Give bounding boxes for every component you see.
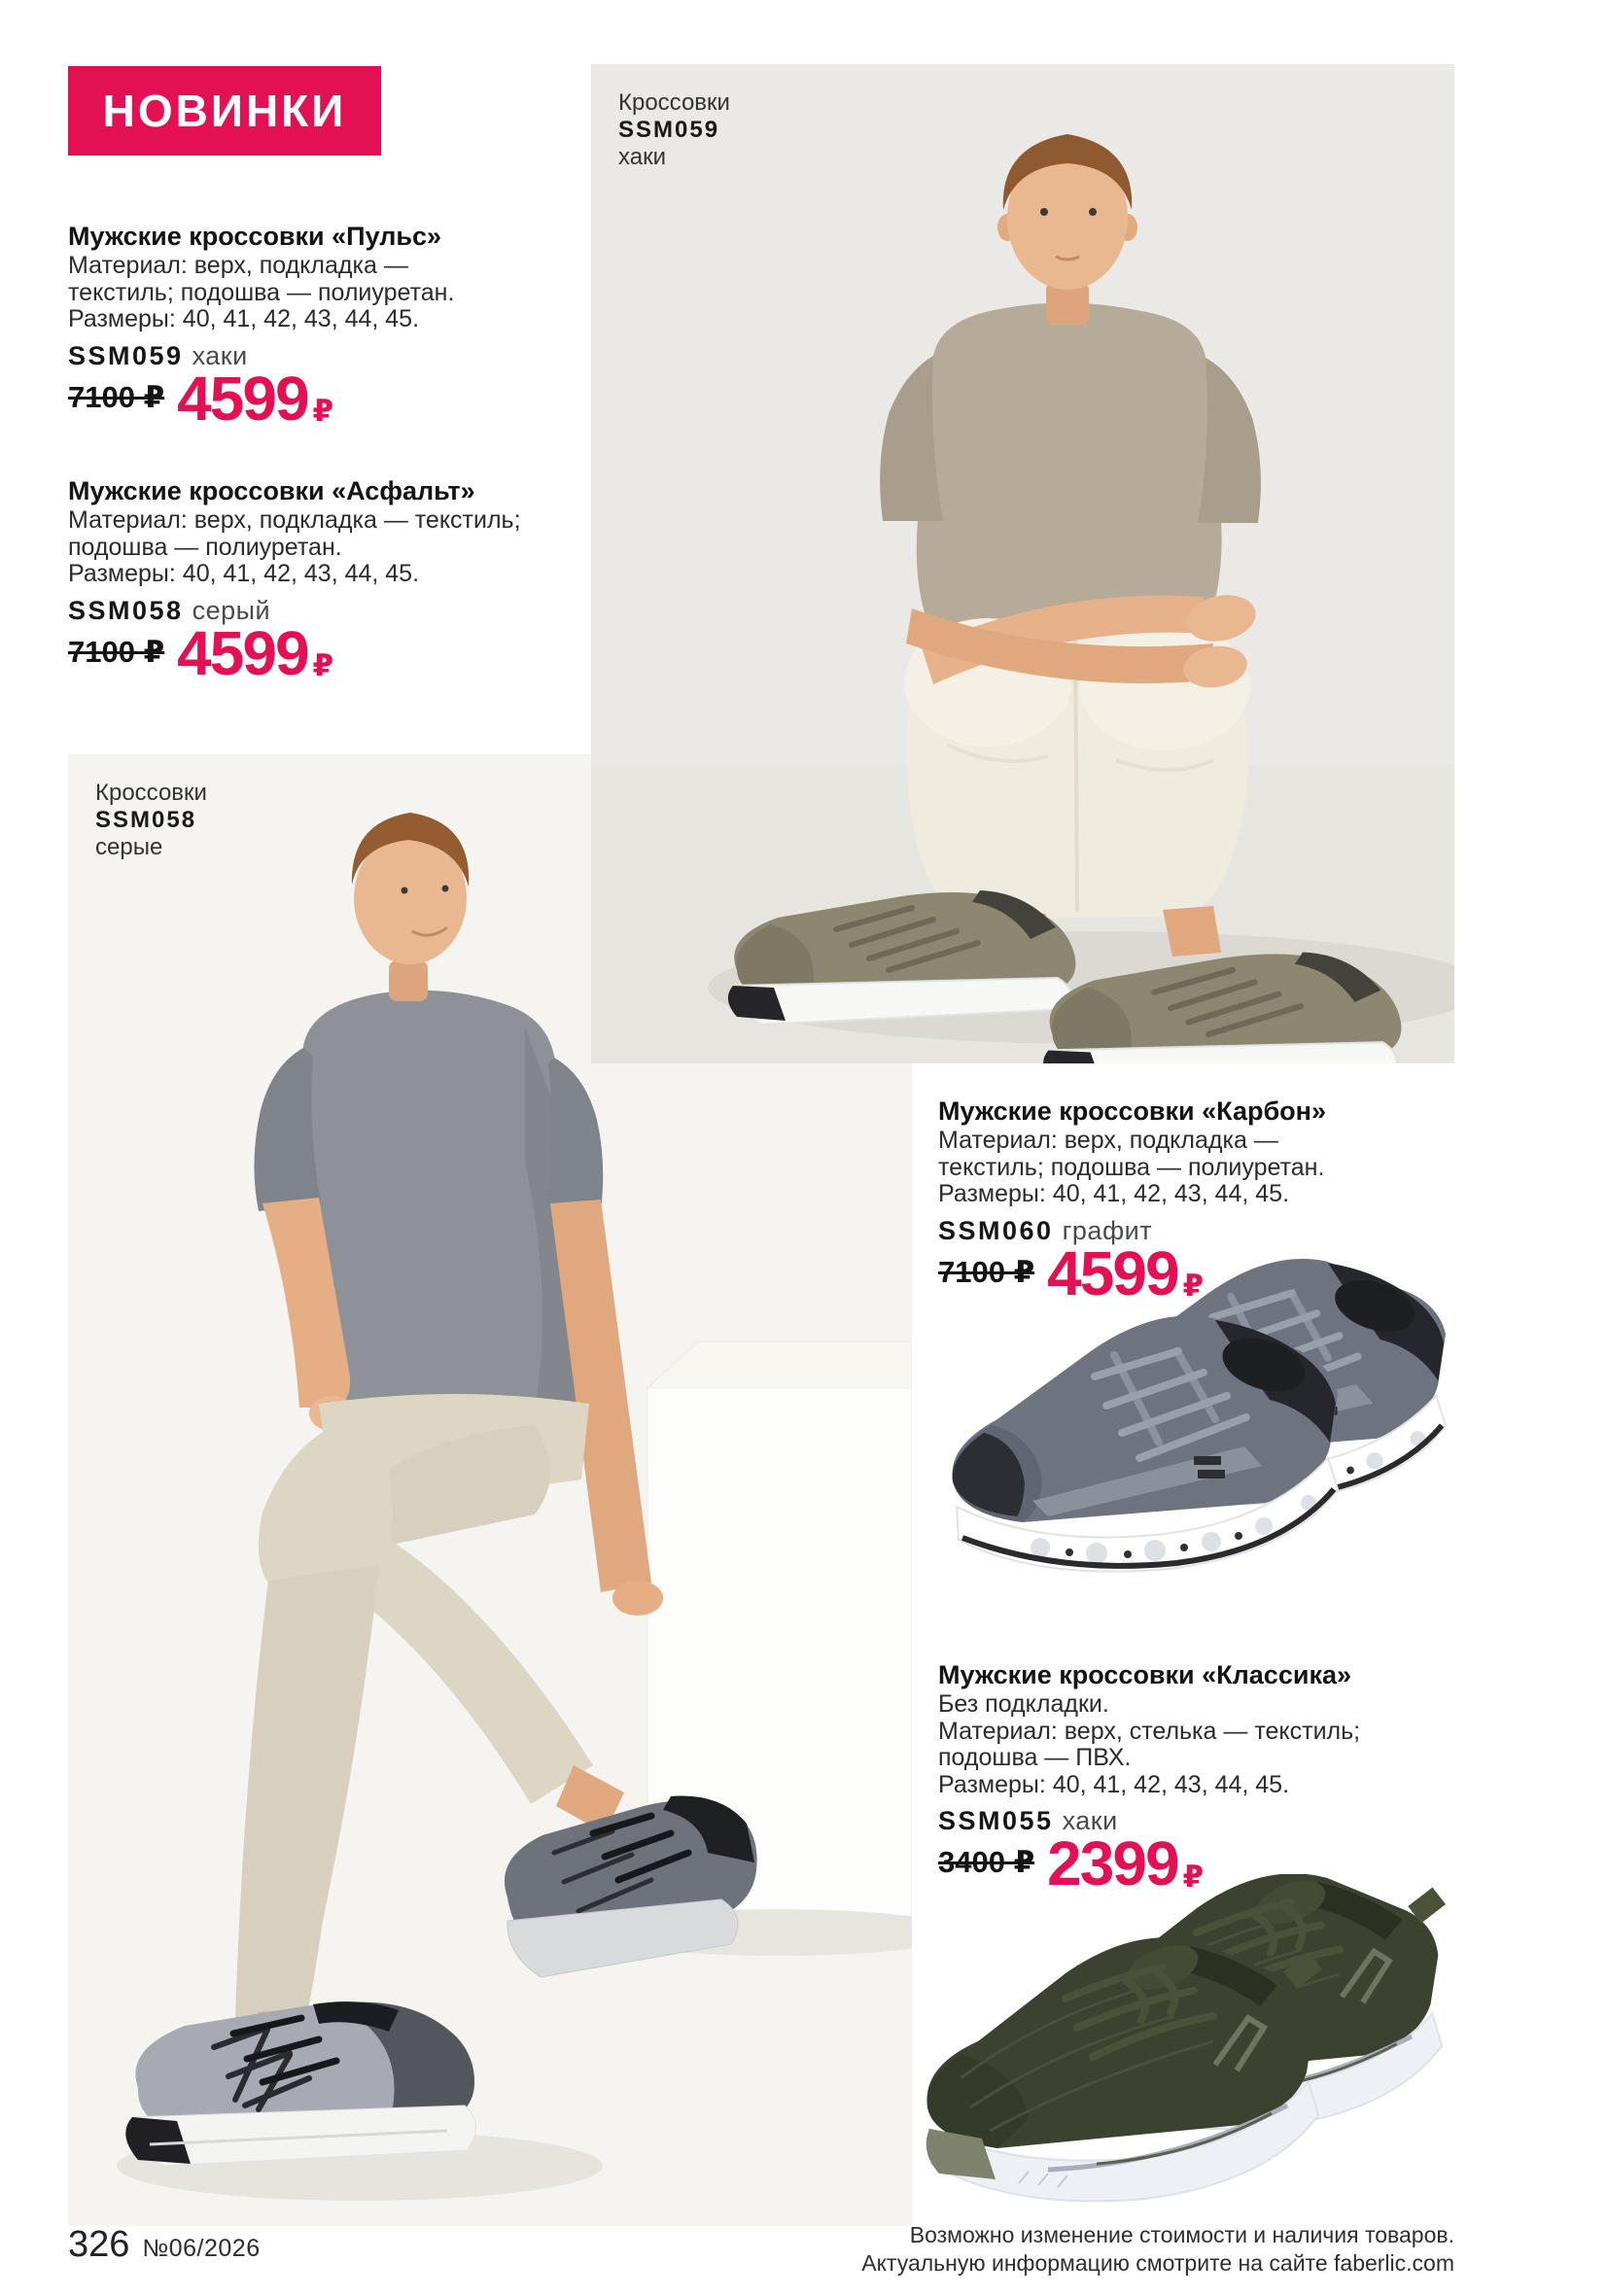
old-price: 3400 ₽ <box>938 1845 1035 1880</box>
product-desc-line: Размеры: 40, 41, 42, 43, 44, 45. <box>68 560 420 587</box>
product-desc-line: Материал: верх, подкладка — <box>68 252 408 279</box>
old-price: 7100 ₽ <box>68 634 165 669</box>
product-desc-line: текстиль; подошва — полиуретан. <box>938 1153 1325 1181</box>
new-price <box>177 617 334 688</box>
footer-disclaimer <box>861 2221 1454 2278</box>
old-price: 7100 ₽ <box>68 379 165 414</box>
new-price-value: 2399 <box>1047 1828 1178 1898</box>
product-title: Мужские кроссовки «Классика» <box>938 1660 1351 1689</box>
product-desc-line: Размеры: 40, 41, 42, 43, 44, 45. <box>938 1180 1290 1207</box>
color-name: графит <box>1062 1215 1153 1245</box>
price-row <box>938 1828 1483 1898</box>
new-price <box>177 363 334 434</box>
product-article-row <box>938 1806 1483 1836</box>
sneakers-photo-ssm055 <box>902 1874 1486 2275</box>
old-price: 7100 ₽ <box>938 1254 1035 1289</box>
sneakers-illustration-ssm060 <box>924 1256 1474 1635</box>
article-code: SSM060 <box>938 1215 1054 1245</box>
model-photo-ssm059 <box>591 64 1454 1063</box>
product-card-ssm060 <box>938 1096 1483 1308</box>
photo-label-color: серые <box>95 834 163 860</box>
photo-label-product: Кроссовки <box>95 780 207 806</box>
photo-label-ssm058 <box>95 780 207 861</box>
new-price-value: 4599 <box>1047 1237 1178 1308</box>
photo-label-ssm059 <box>618 89 730 171</box>
product-desc-line: Размеры: 40, 41, 42, 43, 44, 45. <box>938 1770 1290 1798</box>
product-desc-line: подошва — полиуретан. <box>68 533 342 561</box>
price-row <box>938 1237 1483 1308</box>
disclaimer-line: Актуальную информацию смотрите на сайте faberlic.com <box>861 2250 1454 2276</box>
color-name: серый <box>192 595 271 625</box>
product-card-ssm058 <box>68 476 593 688</box>
photo-label-code: SSM059 <box>618 117 720 143</box>
product-desc-line: текстиль; подошва — полиуретан. <box>68 278 455 306</box>
product-desc-line: Без подкладки. <box>938 1690 1109 1718</box>
photo-label-color: хаки <box>618 144 666 170</box>
new-price <box>1047 1237 1205 1308</box>
product-desc-line: Материал: верх, подкладка — текстиль; <box>68 506 521 534</box>
catalog-issue: №06/2026 <box>142 2235 261 2262</box>
photo-label-product: Кроссовки <box>618 89 730 116</box>
ruble-sign: ₽ <box>1182 1269 1205 1304</box>
ruble-sign: ₽ <box>312 648 334 683</box>
article-code: SSM058 <box>68 595 184 625</box>
product-desc-line: Материал: верх, подкладка — <box>938 1127 1278 1154</box>
model-illustration-ssm059 <box>591 64 1454 1063</box>
new-items-badge: НОВИНКИ <box>68 66 381 156</box>
footer-page-info <box>68 2224 261 2266</box>
sneakers-photo-ssm060 <box>924 1256 1474 1635</box>
price-row <box>68 363 593 434</box>
product-title: Мужские кроссовки «Асфальт» <box>68 476 475 505</box>
disclaimer-line: Возможно изменение стоимости и наличия товаров. <box>909 2222 1454 2247</box>
new-price-value: 4599 <box>177 617 308 688</box>
product-desc-line: Размеры: 40, 41, 42, 43, 44, 45. <box>68 305 420 332</box>
ruble-sign: ₽ <box>312 394 334 429</box>
product-title: Мужские кроссовки «Карбон» <box>938 1096 1326 1126</box>
product-article-row <box>938 1216 1483 1246</box>
article-code: SSM059 <box>68 340 184 370</box>
product-desc-line: Материал: верх, стелька — текстиль; <box>938 1717 1361 1745</box>
ruble-sign: ₽ <box>1182 1859 1205 1894</box>
photo-label-code: SSM058 <box>95 807 197 833</box>
color-name: хаки <box>192 340 248 370</box>
product-article-row <box>68 341 593 371</box>
sneakers-illustration-ssm055 <box>902 1874 1486 2275</box>
page-number: 326 <box>68 2224 130 2265</box>
color-name: хаки <box>1062 1806 1118 1835</box>
product-article-row <box>68 596 593 626</box>
article-code: SSM055 <box>938 1806 1054 1835</box>
price-row <box>68 617 593 688</box>
product-title: Мужские кроссовки «Пульс» <box>68 222 442 251</box>
new-price-value: 4599 <box>177 363 308 434</box>
new-price <box>1047 1828 1205 1898</box>
product-card-ssm055 <box>938 1660 1483 1898</box>
product-desc-line: подошва — ПВХ. <box>938 1744 1132 1771</box>
product-card-ssm059 <box>68 222 593 434</box>
